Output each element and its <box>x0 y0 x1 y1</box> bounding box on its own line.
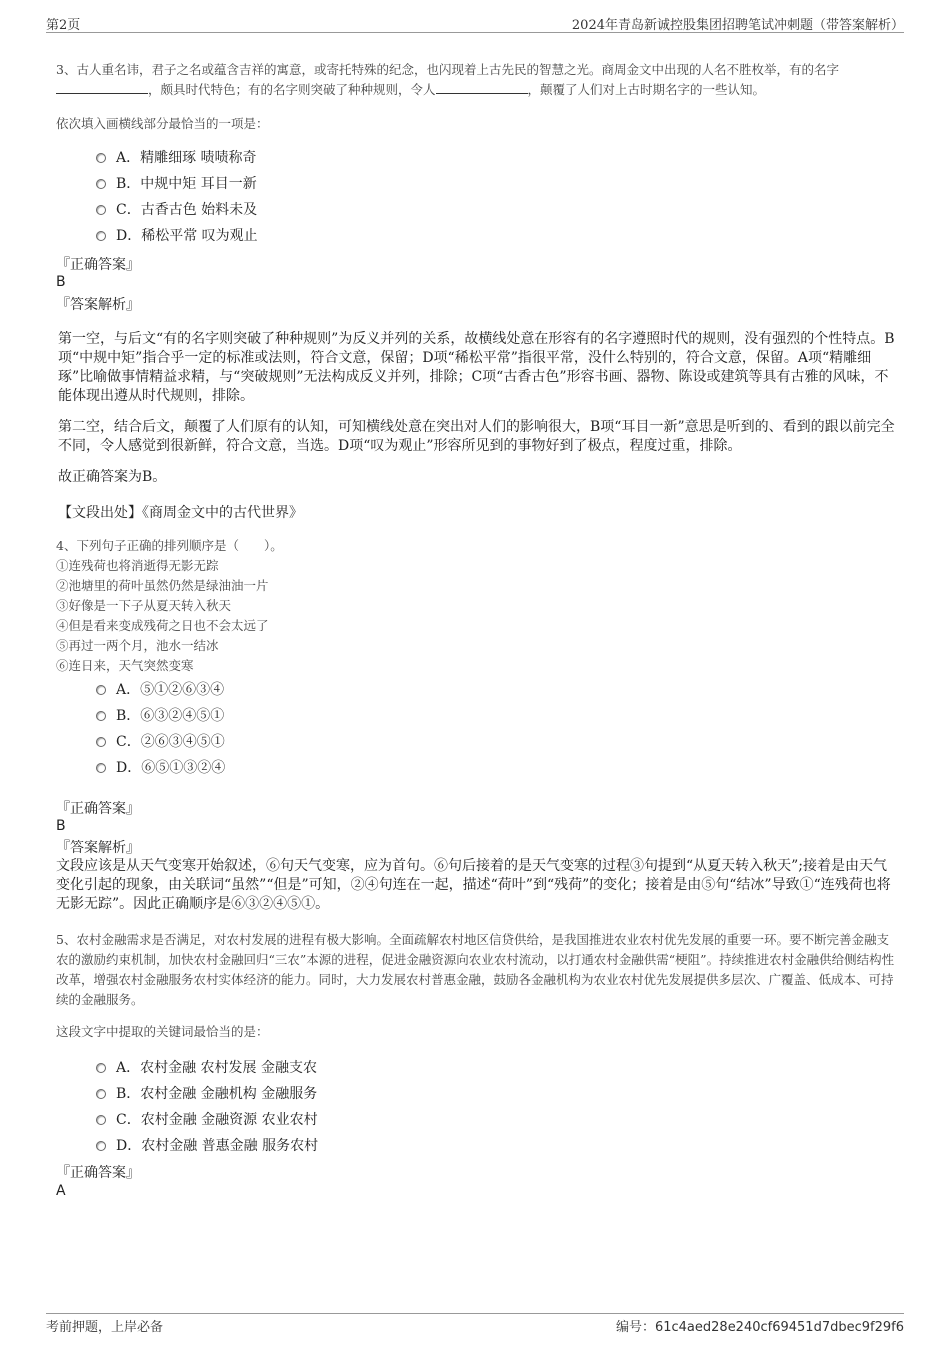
q3-option-b[interactable]: B．中规中矩 耳目一新 <box>96 174 257 194</box>
q4-sentence-3: ③好像是一下子从夏天转入秋天 <box>56 598 232 613</box>
footer-slogan: 考前押题，上岸必备 <box>46 1320 164 1335</box>
footer-code: 编号：61c4aed28e240cf69451d7dbec9f29f6 <box>615 1320 904 1335</box>
q3-option-c[interactable]: C．古香古色 始料未及 <box>96 200 257 220</box>
q4-option-c[interactable]: C．②⑥③④⑤① <box>96 732 225 752</box>
q5-option-b[interactable]: B．农村金融 金融机构 金融服务 <box>96 1084 317 1104</box>
q5-option-c[interactable]: C．农村金融 金融资源 农业农村 <box>96 1110 318 1130</box>
q5-option-a[interactable]: A．农村金融 农村发展 金融支农 <box>96 1058 317 1078</box>
q3-stem: 3、古人重名讳，君子之名或蕴含吉祥的寓意，或寄托特殊的纪念，也闪现着上古先民的智慧之光。商周金文中出现的人名不胜枚举，有的名字 ，颇具时代特色；有的名字则突破了种种规则，令人 ，颠覆了人们对上古时期名字的一些认知。 <box>56 62 839 97</box>
q4-answer: B <box>56 818 66 834</box>
q4-analysis-label: 『答案解析』 <box>56 840 140 856</box>
radio-icon[interactable] <box>96 1141 106 1151</box>
q3-answer-label: 『正确答案』 <box>56 257 140 273</box>
radio-icon[interactable] <box>96 685 106 695</box>
q3-analysis-p2: 第二空，结合后文，颠覆了人们原有的认知，可知横线处意在突出对人们的影响很大，B项“耳目一新”意思是听到的、看到的跟以前完全不同，令人感觉到很新鲜，符合文意，当选。D项“叹为观止”形容所见到的事物好到了极点，程度过重，排除。 <box>58 419 895 454</box>
q4-option-b[interactable]: B．⑥③②④⑤① <box>96 706 224 726</box>
q4-sentence-2: ②池塘里的荷叶虽然仍然是绿油油一片 <box>56 578 269 593</box>
q4-sentence-6: ⑥连日来，天气突然变寒 <box>56 658 194 673</box>
q4-sentence-1: ①连残荷也将消逝得无影无踪 <box>56 558 219 573</box>
radio-icon[interactable] <box>96 711 106 721</box>
radio-icon[interactable] <box>96 1115 106 1125</box>
radio-icon[interactable] <box>96 153 106 163</box>
radio-icon[interactable] <box>96 179 106 189</box>
page-header <box>46 14 904 33</box>
q3-analysis-p1: 第一空，与后文“有的名字则突破了种种规则”为反义并列的关系，故横线处意在形容有的名字遵照时代的规则，没有强烈的个性特点。B项“中规中矩”指合乎一定的标准或法则，符合文意，保留；D项“稀松平常”指很平常，没什么特别的，符合文意，保留。A项“精雕细琢”比喻做事情精益求精，与“突破规则”无法构成反义并列，排除；C项“古香古色”形容书画、器物、陈设或建筑等具有古雅的风味，不能体现出遵从时代规则，排除。 <box>58 331 895 404</box>
blank-1 <box>56 81 148 94</box>
q5-option-d[interactable]: D．农村金融 普惠金融 服务农村 <box>96 1136 318 1156</box>
radio-icon[interactable] <box>96 231 106 241</box>
q5-stem: 5、农村金融需求是否满足，对农村发展的进程有极大影响。全面疏解农村地区信贷供给，是我国推进农业农村优先发展的重要一环。要不断完善金融支农的激励约束机制，加快农村金融回归“三农”本源的进程，促进金融资源向农业农村流动，以打通农村金融供需“梗阻”。持续推进农村金融供给侧结构性改革，增强农村金融服务农村实体经济的能力。同时，大力发展农村普惠金融，鼓励各金融机构为农业农村优先发展提供多层次、广覆盖、低成本、可持续的金融服务。 <box>56 932 895 1007</box>
document-title: 2024年青岛新诚控股集团招聘笔试冲刺题（带答案解析） <box>571 18 904 33</box>
q4-answer-label: 『正确答案』 <box>56 801 140 817</box>
blank-2 <box>436 81 528 94</box>
q4-option-a[interactable]: A．⑤①②⑥③④ <box>96 680 224 700</box>
radio-icon[interactable] <box>96 737 106 747</box>
q4-sentence-4: ④但是看来变成残荷之日也不会太远了 <box>56 618 269 633</box>
radio-icon[interactable] <box>96 205 106 215</box>
q3-option-d[interactable]: D．稀松平常 叹为观止 <box>96 226 258 246</box>
q4-sentence-5: ⑤再过一两个月，池水一结冰 <box>56 638 219 653</box>
q3-option-a[interactable]: A．精雕细琢 啧啧称奇 <box>96 148 257 168</box>
q3-analysis-label: 『答案解析』 <box>56 297 140 313</box>
radio-icon[interactable] <box>96 763 106 773</box>
q4-option-d[interactable]: D．⑥⑤①③②④ <box>96 758 225 778</box>
q3-prompt: 依次填入画横线部分最恰当的一项是： <box>56 116 269 131</box>
page-footer <box>46 1313 904 1333</box>
q3-source: 【文段出处】《商周金文中的古代世界》 <box>58 505 303 521</box>
radio-icon[interactable] <box>96 1089 106 1099</box>
q3-answer: B <box>56 274 66 290</box>
q4-analysis: 文段应该是从天气变寒开始叙述，⑥句天气变寒，应为首句。⑥句后接着的是天气变寒的过程③句提到“从夏天转入秋天”;接着是由天气变化引起的现象，由关联词“虽然”“但是”可知，②④句连在一起，描述“荷叶”到“残荷”的变化；接着是由⑤句“结冰”导致①“连残荷也将无影无踪”。因此正确顺序是⑥③②④⑤①。 <box>56 858 891 912</box>
q3-conclusion: 故正确答案为B。 <box>58 469 167 485</box>
q5-answer-label: 『正确答案』 <box>56 1165 140 1181</box>
q5-answer: A <box>56 1183 66 1199</box>
q4-stem: 4、下列句子正确的排列顺序是（ ）。 <box>56 538 283 553</box>
radio-icon[interactable] <box>96 1063 106 1073</box>
page-number: 第2页 <box>46 18 81 33</box>
q5-prompt: 这段文字中提取的关键词最恰当的是： <box>56 1024 269 1039</box>
